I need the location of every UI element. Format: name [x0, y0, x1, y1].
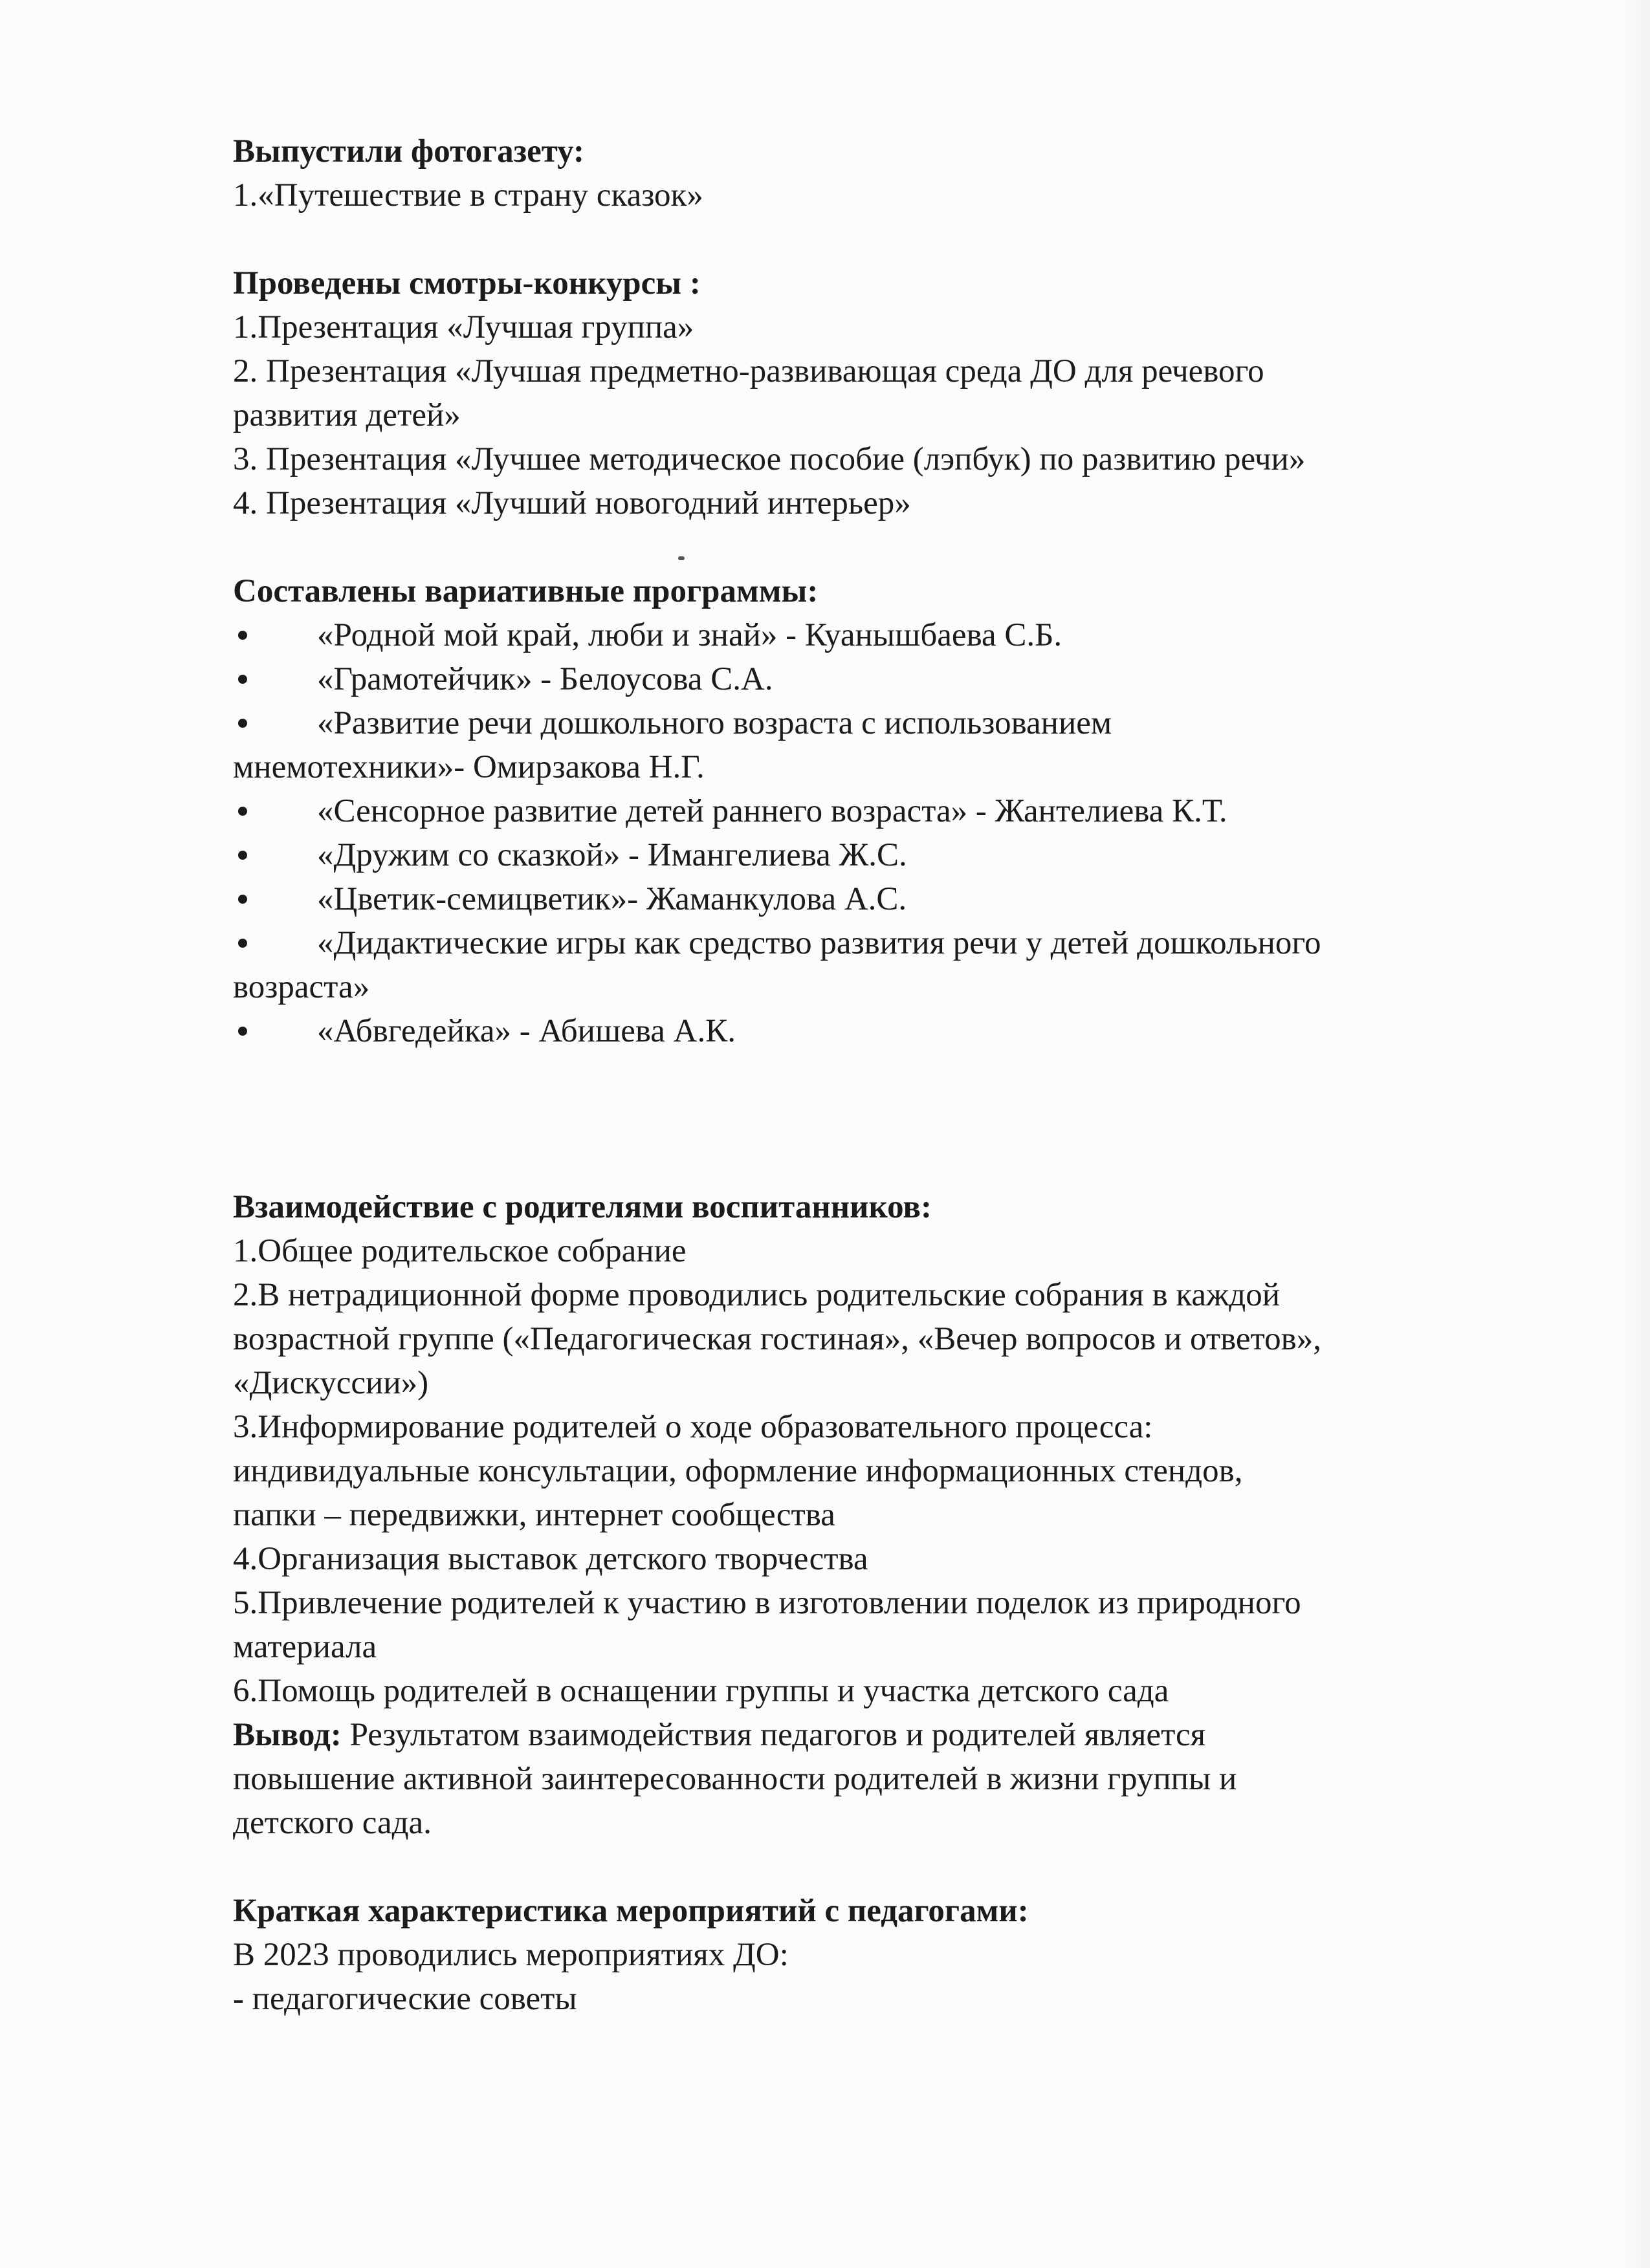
section-heading-programs: Составлены вариативные программы: — [233, 573, 819, 609]
bullet-icon — [238, 631, 247, 640]
program-list-item — [233, 789, 1527, 833]
program-list-item — [233, 921, 1527, 965]
contest-item: 3. Презентация «Лучшее методическое пособие (лэпбук) по развитию речи» — [233, 441, 1306, 477]
program-list-item — [233, 657, 1527, 701]
photo-newspaper-item: 1.«Путешествие в страну сказок» — [233, 177, 703, 213]
teachers-line: В 2023 проводились мероприятиях ДО: — [233, 1937, 789, 1973]
conclusion-text: Результатом взаимодействия педагогов и родителей является — [341, 1717, 1206, 1753]
section-heading-photo-newspaper: Выпустили фотогазету: — [233, 133, 584, 169]
teachers-line: - педагогические советы — [233, 1981, 577, 2017]
parents-line: 4.Организация выставок детского творчества — [233, 1541, 868, 1577]
conclusion-line: повышение активной заинтересованности родителей в жизни группы и — [233, 1761, 1237, 1797]
program-list-item — [233, 701, 1527, 745]
conclusion-label: Вывод: — [233, 1717, 342, 1753]
parents-line: 2.В нетрадиционной форме проводились родительские собрания в каждой — [233, 1277, 1281, 1313]
bullet-icon — [238, 939, 247, 948]
program-list-item — [233, 613, 1527, 657]
contest-item-continuation: развития детей» — [233, 397, 461, 433]
program-text: «Абвгедейка» - Абишева А.К. — [317, 1013, 736, 1049]
bullet-icon — [238, 675, 247, 684]
contest-item: 4. Презентация «Лучший новогодний интерьер» — [233, 485, 911, 521]
parents-line: папки – передвижки, интернет сообщества — [233, 1497, 835, 1533]
program-list-item — [233, 1009, 1527, 1053]
program-list-item-continuation: мнемотехники»- Омирзакова Н.Г. — [233, 749, 705, 785]
conclusion-line — [233, 1713, 1527, 1757]
program-text: «Грамотейчик» - Белоусова С.А. — [317, 661, 773, 697]
program-text: «Цветик-семицветик»- Жаманкулова А.С. — [317, 881, 907, 917]
program-text: «Дидактические игры как средство развития речи у детей дошкольного — [317, 925, 1321, 961]
program-text: «Развитие речи дошкольного возраста с использованием — [317, 705, 1112, 741]
parents-line: 1.Общее родительское собрание — [233, 1233, 687, 1269]
bullet-icon — [238, 807, 247, 816]
scan-speck — [678, 556, 685, 560]
bullet-icon — [238, 851, 247, 860]
document-page — [233, 129, 1527, 2021]
parents-line: 6.Помощь родителей в оснащении группы и участка детского сада — [233, 1673, 1169, 1709]
section-heading-contests: Проведены смотры-конкурсы : — [233, 265, 701, 301]
section-heading-parents: Взаимодействие с родителями воспитанников: — [233, 1189, 932, 1225]
program-text: «Сенсорное развитие детей раннего возраста» - Жантелиева К.Т. — [317, 793, 1227, 829]
parents-line: индивидуальные консультации, оформление информационных стендов, — [233, 1453, 1243, 1489]
program-list-item — [233, 833, 1527, 877]
bullet-icon — [238, 1027, 247, 1036]
parents-line: возрастной группе («Педагогическая гостиная», «Вечер вопросов и ответов», — [233, 1321, 1321, 1357]
program-text: «Дружим со сказкой» - Имангелиева Ж.С. — [317, 837, 907, 873]
contest-item: 1.Презентация «Лучшая группа» — [233, 309, 694, 345]
program-list-item — [233, 877, 1527, 921]
bullet-icon — [238, 895, 247, 904]
program-list-item-continuation: возраста» — [233, 969, 370, 1005]
contest-item: 2. Презентация «Лучшая предметно-развивающая среда ДО для речевого — [233, 353, 1264, 389]
parents-line: 3.Информирование родителей о ходе образовательного процесса: — [233, 1409, 1153, 1445]
parents-line: материала — [233, 1629, 377, 1665]
parents-line: 5.Привлечение родителей к участию в изготовлении поделок из природного — [233, 1585, 1301, 1621]
parents-line: «Дискуссии») — [233, 1365, 429, 1401]
bullet-icon — [238, 719, 247, 728]
scan-edge-shadow — [1624, 0, 1650, 2268]
section-heading-teachers: Краткая характеристика мероприятий с педагогами: — [233, 1893, 1029, 1929]
program-text: «Родной мой край, люби и знай» - Куанышбаева С.Б. — [317, 617, 1062, 653]
conclusion-line: детского сада. — [233, 1805, 432, 1841]
